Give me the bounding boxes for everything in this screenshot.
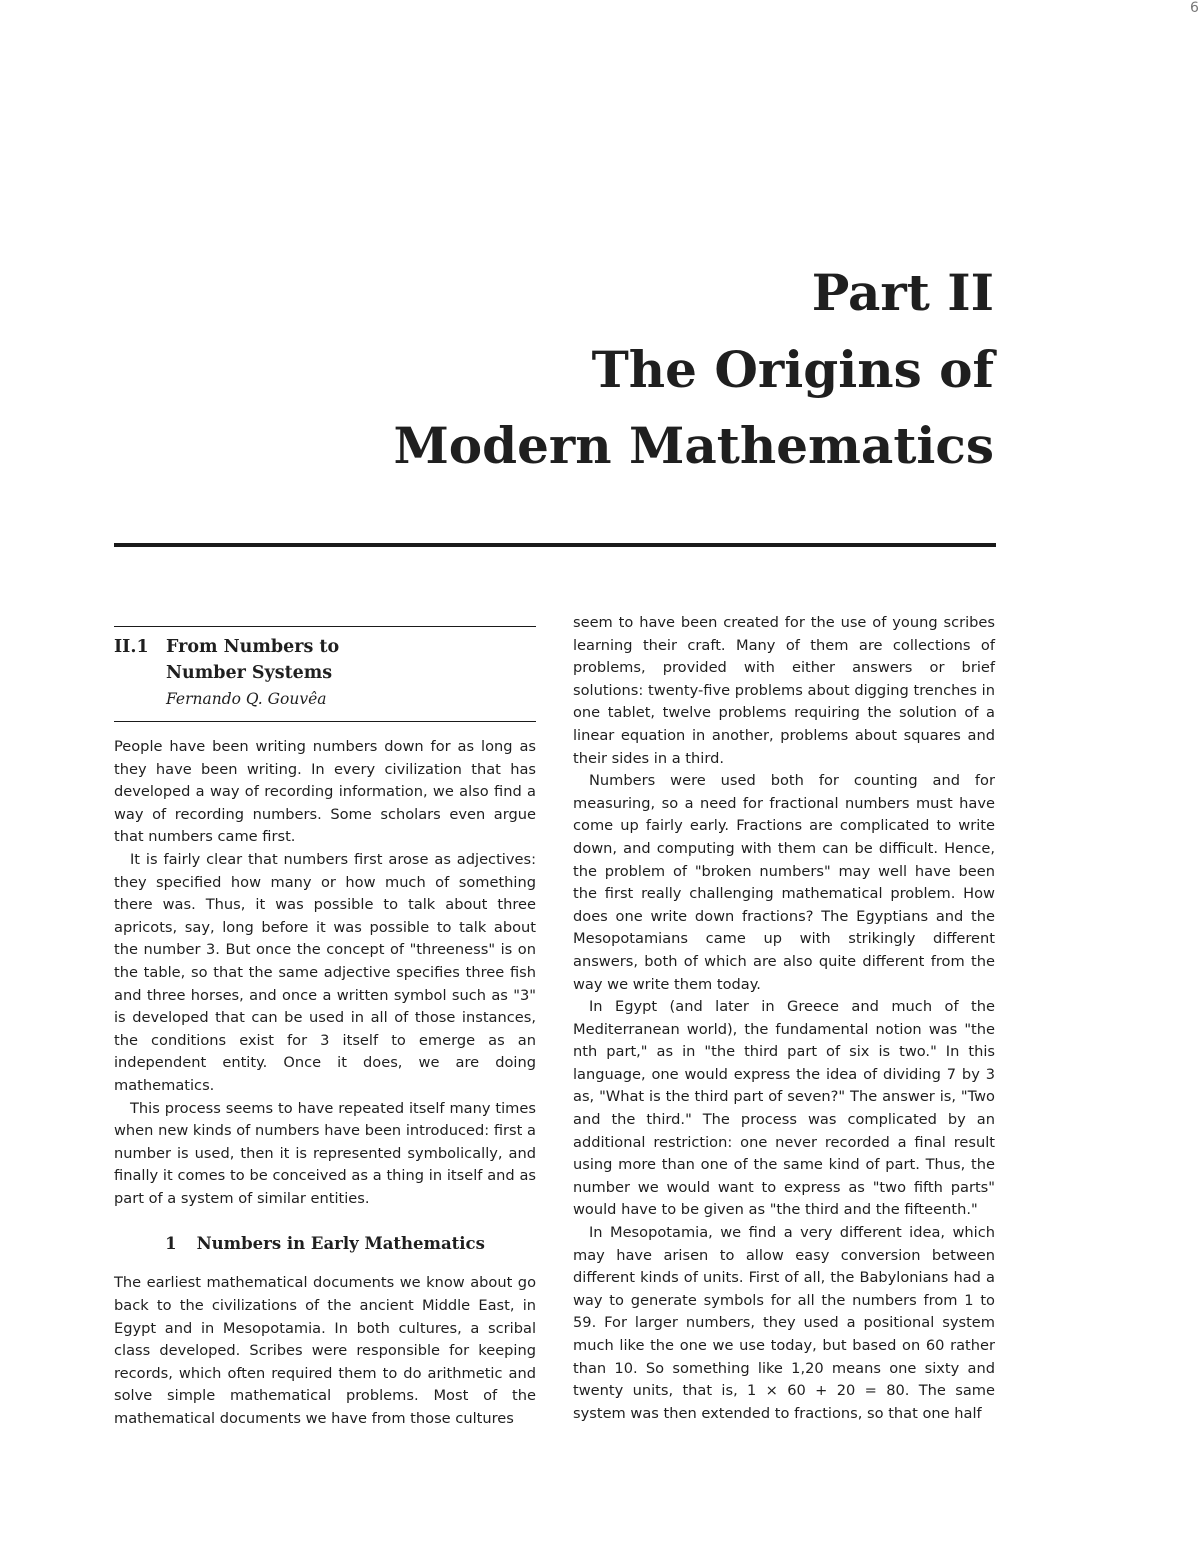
right-column: [573, 612, 995, 1425]
section-heading: [114, 1232, 536, 1256]
part-title-line-2: Modern Mathematics: [393, 416, 994, 475]
paragraph: This process seems to have repeated itself many times when new kinds of numbers have been introduced: first a number is used, then it is represented symbolically, and finally it comes to be conceived as a thing in itself and as part of a system of similar entities.: [114, 1099, 536, 1207]
left-column: [114, 626, 536, 1431]
article-number: II.1: [114, 637, 149, 657]
paragraph: In Mesopotamia, we find a very different idea, which may have arisen to allow easy conversion between different kinds of units. First of all, the Babylonians had a way to generate symbols for all the numbers from 1 to 59. For larger numbers, they used a positional system much like the one we use today, but based on 60 rather than 10. So something like 1,20 means one sixty and twenty units, that is, 1 × 60 + 20 = 80. The same system was then extended to fractions, so that one half: [573, 1224, 995, 1422]
article-header: [114, 626, 536, 722]
paragraph: People have been writing numbers down for as long as they have been writing. In every civilization that has developed a way of recording information, we also find a way of recording numbers. Some scholars even argue that numbers came first.: [114, 738, 536, 846]
part-label: Part II: [811, 263, 994, 322]
article-title-line-2: Number Systems: [166, 663, 333, 683]
article-title-line-1: From Numbers to: [166, 637, 340, 657]
paragraph: It is fairly clear that numbers first arose as adjectives: they specified how many or how much of something there was. Thus, it was possible to talk about three apricots, say, long before it was possible to talk about the number 3. But once the concept of "threeness" is on the table, so that the same adjective specifies three fish and three horses, and once a written symbol such as "3" is developed that can be used in all of those instances, the conditions exist for 3 itself to emerge as an independent entity. Once it does, we are doing mathematics.: [114, 850, 536, 1094]
part-heading: [294, 254, 994, 484]
paragraph: The earliest mathematical documents we know about go back to the civilizations of the ancient Middle East, in Egypt and in Mesopotamia. In both cultures, a scribal class developed. Scribes were responsible for keeping records, which often required them to do arithmetic and solve simple mathematical problems. Most of the mathematical documents we have from those cultures: [114, 1274, 536, 1428]
part-divider-rule: [114, 543, 996, 547]
article-author: Fernando Q. Gouvêa: [166, 690, 327, 708]
section-title: Numbers in Early Mathematics: [196, 1234, 485, 1254]
part-title-line-1: The Origins of: [591, 340, 994, 399]
paragraph: seem to have been created for the use of young scribes learning their craft. Many of them are collections of problems, provided with either answers or brief solutions: twenty-five problems about digging trenches in one tablet, twelve problems requiring the solution of a linear equation in another, problems about squares and their sides in a third.: [573, 614, 995, 767]
paragraph: Numbers were used both for counting and for measuring, so a need for fractional numbers must have come up fairly early. Fractions are complicated to write down, and computing with them can be difficult. Hence, the problem of "broken numbers" may well have been the first really challenging mathematical problem. How does one write down fractions? The Egyptians and the Mesopotamians came up with strikingly different answers, both of which are also quite different from the way we write them today.: [573, 772, 995, 993]
section-number: 1: [165, 1234, 177, 1254]
corner-page-mark: 6: [1190, 0, 1199, 16]
paragraph: In Egypt (and later in Greece and much of the Mediterranean world), the fundamental notion was "the nth part," as in "the third part of six is two." In this language, one would express the idea of dividing 7 by 3 as, "What is the third part of seven?" The answer is, "Two and the third." The process was complicated by an additional restriction: one never recorded a final result using more than one of the same kind of part. Thus, the number we would want to express as "two fifth parts" would have to be given as "the third and the fifteenth.": [573, 998, 995, 1219]
